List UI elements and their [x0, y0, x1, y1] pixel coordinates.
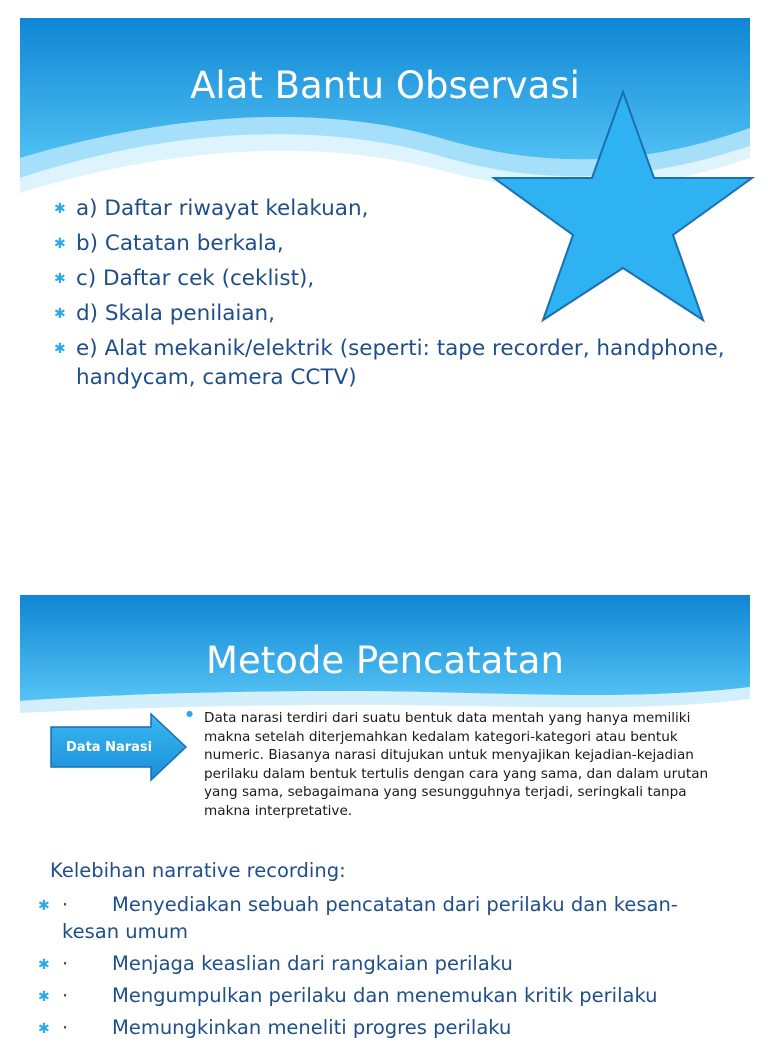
asterisk-bullet-icon: ✱	[38, 989, 50, 1005]
asterisk-bullet-icon: ✱	[54, 271, 66, 287]
asterisk-bullet-icon: ✱	[54, 341, 66, 357]
asterisk-bullet-icon: ✱	[54, 236, 66, 252]
bullet-dot-icon: ●	[186, 709, 193, 718]
slide-title: Alat Bantu Observasi	[190, 64, 580, 107]
asterisk-bullet-icon: ✱	[38, 957, 50, 973]
asterisk-bullet-icon: ✱	[54, 306, 66, 322]
list-item	[38, 1014, 738, 1041]
list-item	[54, 299, 744, 328]
list-item	[38, 891, 738, 945]
list-item-label: Menyediakan sebuah pencatatan dari perilaku dan kesan- kesan umum	[62, 893, 678, 943]
list-item-label: b) Catatan berkala,	[76, 231, 284, 256]
asterisk-bullet-icon: ✱	[54, 201, 66, 217]
middle-dot-icon: ·	[62, 952, 69, 975]
list-item-label: Menjaga keaslian dari rangkaian perilaku	[112, 952, 513, 975]
list-item-label: d) Skala penilaian,	[76, 301, 275, 326]
middle-dot-icon: ·	[62, 893, 69, 916]
slide-metode-pencatatan	[20, 595, 750, 1039]
list-item	[54, 264, 744, 293]
slide-title: Metode Pencatatan	[206, 639, 564, 682]
kelebihan-heading: Kelebihan narrative recording:	[50, 859, 346, 882]
list-item	[54, 194, 744, 223]
asterisk-bullet-icon: ✱	[38, 898, 50, 914]
list-item-label: a) Daftar riwayat kelakuan,	[76, 196, 369, 221]
list-item	[38, 950, 738, 977]
data-narasi-description: Data narasi terdiri dari suatu bentuk data mentah yang hanya memiliki makna setelah diterjemahkan kedalam kategori-kategori atau bentuk numeric. Biasanya narasi ditujukan untuk menyajikan kejadian-kejadian perilaku dalam bentuk tertulis dengan cara yang sama, dan dalam urutan yang sama, sebagaimana yang sesungguhnya terjadi, seringkali tanpa makna interpretative.	[204, 710, 709, 819]
middle-dot-icon: ·	[62, 984, 69, 1007]
list-item	[54, 229, 744, 258]
list-item-label: e) Alat mekanik/elektrik (seperti: tape recorder, handphone, handycam, camera CCTV)	[76, 336, 725, 390]
list-item-label: Mengumpulkan perilaku dan menemukan kritik perilaku	[112, 984, 658, 1007]
observation-tools-list	[54, 194, 744, 398]
list-item	[38, 982, 738, 1009]
middle-dot-icon: ·	[62, 1016, 69, 1039]
list-item-label: c) Daftar cek (ceklist),	[76, 266, 315, 291]
slide-alat-bantu-observasi	[20, 18, 750, 528]
data-narasi-label: Data Narasi	[66, 740, 153, 755]
kelebihan-list	[38, 891, 738, 1046]
list-item-label: Memungkinkan meneliti progres perilaku	[112, 1016, 512, 1039]
list-item	[54, 334, 744, 392]
asterisk-bullet-icon: ✱	[38, 1021, 50, 1037]
